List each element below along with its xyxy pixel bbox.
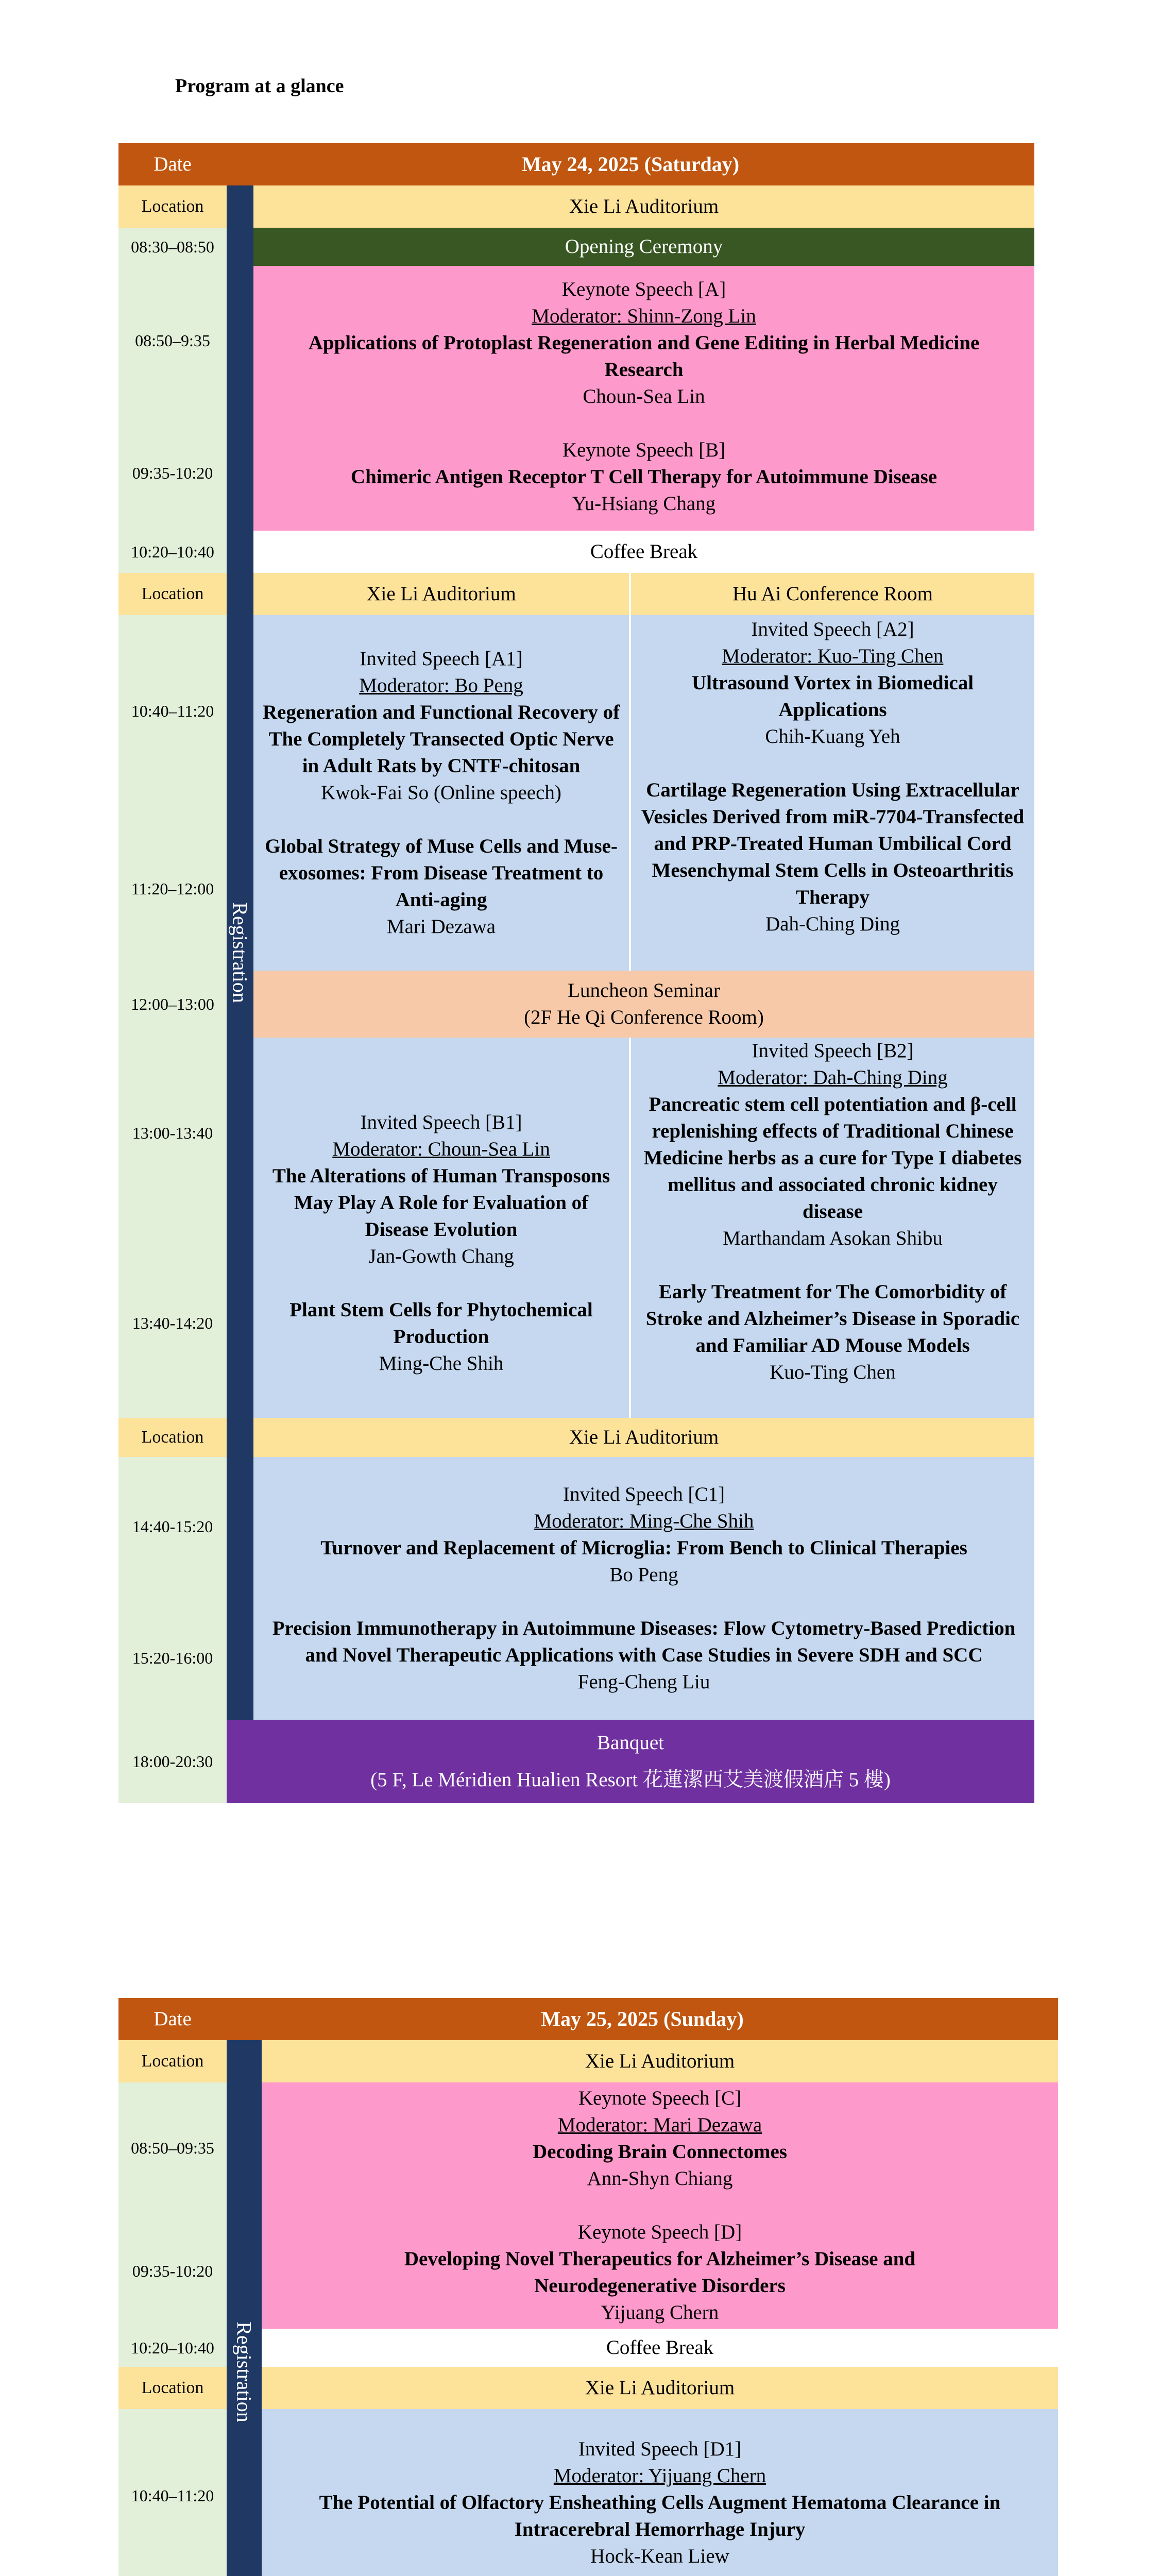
keynote-d-title: Developing Novel Therapeutics for Alzheimer’s Disease and Neurodegenerative Disorders bbox=[404, 2248, 916, 2297]
day1-location-right: Hu Ai Conference Room bbox=[631, 573, 1034, 615]
keynote-b-title: Chimeric Antigen Receptor T Cell Therapy for Autoimmune Disease bbox=[350, 466, 938, 488]
day1-time-session-1: 10:40–11:20 bbox=[118, 615, 227, 807]
invited-a1-label: Invited Speech [A1] bbox=[360, 648, 523, 670]
invited-b1-talk-1-speaker: Jan-Gowth Chang bbox=[368, 1245, 514, 1267]
invited-c1-talk-2-title: Precision Immunotherapy in Autoimmune Diseases: Flow Cytometry-Based Prediction and Novel Therapeutic Applications with Case Studies in Severe SDH and SCC bbox=[272, 1617, 1016, 1666]
day1-location-label-3: Location bbox=[118, 1418, 227, 1457]
day1-time-session-2: 11:20–12:00 bbox=[118, 807, 227, 971]
invited-d1-talk-1-speaker: Hock-Kean Liew bbox=[590, 2545, 729, 2567]
day1-time-opening: 08:30–08:50 bbox=[118, 228, 227, 266]
day1-time-lunch: 12:00–13:00 bbox=[118, 971, 227, 1038]
day2-registration-label: Registration bbox=[232, 2321, 256, 2422]
day1-date-title: May 24, 2025 (Saturday) bbox=[227, 143, 1034, 185]
day2-coffee-break: Coffee Break bbox=[262, 2329, 1058, 2367]
invited-a2-talk-1-speaker: Chih-Kuang Yeh bbox=[765, 725, 900, 748]
day2-registration-bar bbox=[227, 2040, 262, 2576]
banquet-venue: (5 F, Le Méridien Hualien Resort 花蓮潔西艾美渡假酒店 5 樓) bbox=[370, 1769, 891, 1791]
invited-b2-moderator: Moderator: Dah-Ching Ding bbox=[718, 1066, 948, 1089]
keynote-a-moderator: Moderator: Shinn-Zong Lin bbox=[532, 305, 756, 327]
invited-b2-block bbox=[631, 1038, 1034, 1418]
keynote-b-label: Keynote Speech [B] bbox=[562, 439, 726, 461]
day1-time-session-5: 14:40-15:20 bbox=[118, 1457, 227, 1596]
day1-date-label: Date bbox=[118, 143, 227, 185]
day1-registration-label: Registration bbox=[228, 902, 252, 1003]
invited-b2-talk-2-speaker: Kuo-Ting Chen bbox=[770, 1361, 896, 1383]
invited-b2-talk-1-title: Pancreatic stem cell potentiation and β-cell replenishing effects of Traditional Chinese Medicine herbs as a cure for Type I diabetes mellitus and associated chronic kidney disease bbox=[643, 1093, 1022, 1223]
day1-time-break: 10:20–10:40 bbox=[118, 531, 227, 573]
invited-d1-moderator: Moderator: Yijuang Chern bbox=[553, 2465, 766, 2487]
invited-b2-talk-2-title: Early Treatment for The Comorbidity of Stroke and Alzheimer’s Disease in Sporadic and Familiar AD Mouse Models bbox=[645, 1281, 1020, 1357]
keynote-a-speaker: Choun-Sea Lin bbox=[583, 385, 705, 408]
day1-time-banquet: 18:00-20:30 bbox=[118, 1720, 227, 1803]
invited-a2-block bbox=[631, 615, 1034, 971]
invited-c1-talk-1-speaker: Bo Peng bbox=[609, 1564, 678, 1586]
invited-d1-talk-1-title: The Potential of Olfactory Ensheathing Cells Augment Hematoma Clearance in Intracerebral Hemorrhage Injury bbox=[319, 2492, 1001, 2540]
invited-c1-talk-1-title: Turnover and Replacement of Microglia: From Bench to Clinical Therapies bbox=[320, 1537, 967, 1559]
keynote-d-speaker: Yijuang Chern bbox=[601, 2301, 719, 2324]
invited-d1-block bbox=[262, 2409, 1058, 2576]
day2-location-xie-li-2: Xie Li Auditorium bbox=[262, 2367, 1058, 2409]
invited-b2-talk-1-speaker: Marthandam Asokan Shibu bbox=[723, 1227, 943, 1249]
invited-a1-talk-2-speaker: Mari Dezawa bbox=[386, 916, 496, 938]
keynote-b-speaker: Yu-Hsiang Chang bbox=[572, 493, 716, 515]
opening-ceremony: Opening Ceremony bbox=[253, 228, 1034, 266]
invited-b1-talk-2-title: Plant Stem Cells for Phytochemical Production bbox=[289, 1299, 593, 1348]
day1-time-session-6: 15:20-16:00 bbox=[118, 1596, 227, 1720]
invited-a1-moderator: Moderator: Bo Peng bbox=[359, 674, 523, 697]
invited-a2-talk-1-title: Ultrasound Vortex in Biomedical Applications bbox=[691, 672, 974, 721]
keynote-c-label: Keynote Speech [C] bbox=[578, 2087, 742, 2109]
invited-a1-block bbox=[253, 615, 629, 971]
day2-date-title: May 25, 2025 (Sunday) bbox=[227, 1998, 1058, 2040]
day1-time-keynote-b: 09:35-10:20 bbox=[118, 415, 227, 531]
invited-b1-moderator: Moderator: Choun-Sea Lin bbox=[332, 1138, 550, 1160]
keynote-c-speaker: Ann-Shyn Chiang bbox=[587, 2167, 733, 2190]
invited-a2-talk-2-speaker: Dah-Ching Ding bbox=[765, 913, 900, 935]
invited-a2-moderator: Moderator: Kuo-Ting Chen bbox=[722, 645, 944, 667]
day1-coffee-break: Coffee Break bbox=[253, 531, 1034, 573]
day2-location-xie-li: Xie Li Auditorium bbox=[262, 2040, 1058, 2082]
invited-b1-label: Invited Speech [B1] bbox=[360, 1111, 522, 1133]
keynote-a-label: Keynote Speech [A] bbox=[561, 278, 726, 300]
day1-location-label-2: Location bbox=[118, 573, 227, 615]
invited-c1-label: Invited Speech [C1] bbox=[563, 1483, 725, 1505]
day1-location-left: Xie Li Auditorium bbox=[253, 573, 629, 615]
keynote-d-label: Keynote Speech [D] bbox=[577, 2221, 742, 2243]
invited-a1-talk-1-speaker: Kwok-Fai So (Online speech) bbox=[321, 782, 561, 804]
invited-c1-block bbox=[253, 1457, 1034, 1720]
invited-d1-label: Invited Speech [D1] bbox=[578, 2438, 742, 2460]
page-heading: Program at a glance bbox=[175, 75, 344, 97]
day1-time-session-4: 13:40-14:20 bbox=[118, 1228, 227, 1418]
invited-a1-talk-2-title: Global Strategy of Muse Cells and Muse-exosomes: From Disease Treatment to Anti-aging bbox=[265, 835, 618, 911]
invited-a2-label: Invited Speech [A2] bbox=[751, 618, 914, 640]
day1-registration-bar bbox=[227, 185, 253, 1720]
banquet-block bbox=[227, 1720, 1034, 1803]
day1-location-xie-li-2: Xie Li Auditorium bbox=[253, 1418, 1034, 1457]
invited-b1-talk-1-title: The Alterations of Human Transposons May Play A Role for Evaluation of Disease Evolution bbox=[272, 1165, 610, 1241]
invited-b1-block bbox=[253, 1038, 629, 1418]
day1-location-label: Location bbox=[118, 185, 227, 228]
day2-location-label: Location bbox=[118, 2040, 227, 2082]
day2-location-label-2: Location bbox=[118, 2367, 227, 2409]
day1-time-session-3: 13:00-13:40 bbox=[118, 1038, 227, 1228]
invited-c1-moderator: Moderator: Ming-Che Shih bbox=[534, 1510, 754, 1532]
keynote-cd-block bbox=[262, 2082, 1058, 2329]
keynote-ab-block bbox=[253, 266, 1034, 531]
day2-date-label: Date bbox=[118, 1998, 227, 2040]
keynote-c-title: Decoding Brain Connectomes bbox=[533, 2141, 787, 2163]
day2-time-session-1: 10:40–11:20 bbox=[118, 2409, 227, 2576]
day2-time-break: 10:20–10:40 bbox=[118, 2329, 227, 2367]
day1-luncheon-room: (2F He Qi Conference Room) bbox=[524, 1006, 764, 1028]
invited-b1-talk-2-speaker: Ming-Che Shih bbox=[379, 1352, 504, 1375]
day2-time-keynote-c: 08:50–09:35 bbox=[118, 2082, 227, 2213]
day2-time-keynote-d: 09:35-10:20 bbox=[118, 2213, 227, 2329]
keynote-a-title: Applications of Protoplast Regeneration and Gene Editing in Herbal Medicine Research bbox=[308, 332, 980, 381]
day1-luncheon-title: Luncheon Seminar bbox=[568, 979, 720, 1002]
day1-time-keynote-a: 08:50–9:35 bbox=[118, 266, 227, 415]
invited-c1-talk-2-speaker: Feng-Cheng Liu bbox=[577, 1671, 710, 1693]
banquet-title: Banquet bbox=[597, 1732, 664, 1754]
day1-location-xie-li: Xie Li Auditorium bbox=[253, 185, 1034, 228]
day1-luncheon-seminar bbox=[253, 971, 1034, 1038]
keynote-c-moderator: Moderator: Mari Dezawa bbox=[557, 2114, 762, 2136]
invited-b2-label: Invited Speech [B2] bbox=[752, 1040, 914, 1062]
invited-a1-talk-1-title: Regeneration and Functional Recovery of The Completely Transected Optic Nerve in Adult Rats by CNTF-chitosan bbox=[262, 701, 620, 777]
invited-a2-talk-2-title: Cartilage Regeneration Using Extracellular Vesicles Derived from miR-7704-Transfected and PRP-Treated Human Umbilical Cord Mesenchymal Stem Cells in Osteoarthritis Therapy bbox=[641, 779, 1025, 908]
